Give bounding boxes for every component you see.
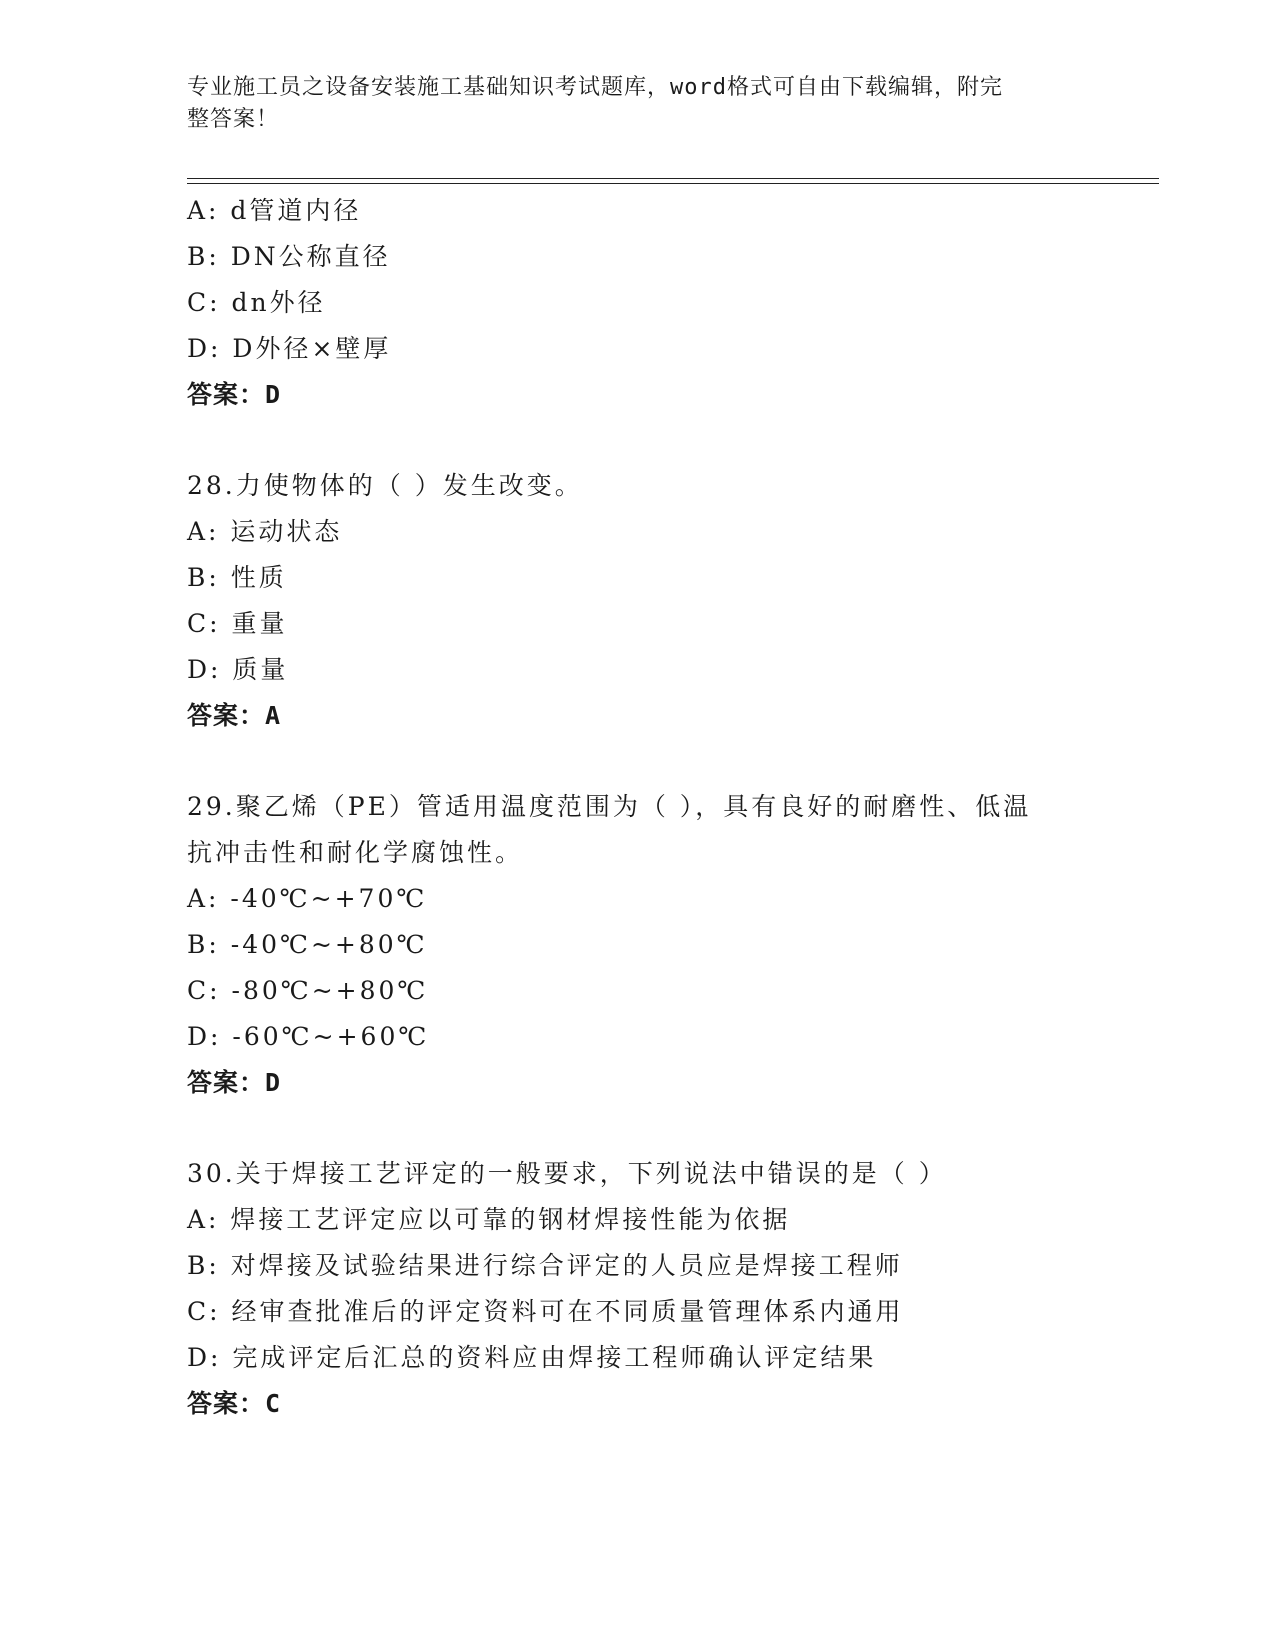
option-a: A: 运动状态 (187, 517, 343, 546)
option-b: B: -40℃~+80℃ (187, 930, 428, 959)
answer-line (187, 1060, 1137, 1106)
header-divider-bottom (187, 183, 1159, 184)
option-c: C: -80℃~+80℃ (187, 976, 429, 1005)
question-27 (187, 188, 1137, 418)
question-28 (187, 463, 1137, 739)
option-b: B: 对焊接及试验结果进行综合评定的人员应是焊接工程师 (187, 1251, 903, 1280)
option-a: A: 焊接工艺评定应以可靠的钢材焊接性能为依据 (187, 1205, 791, 1234)
option-b: B: 性质 (187, 563, 287, 592)
answer-label: 答案： (187, 1389, 266, 1418)
option-d: D: -60℃~+60℃ (187, 1022, 430, 1051)
question-stem: 28.力使物体的（ ）发生改变。 (187, 471, 583, 500)
option-d: D: 完成评定后汇总的资料应由焊接工程师确认评定结果 (187, 1343, 877, 1372)
answer-line (187, 693, 1137, 739)
question-30 (187, 1151, 1137, 1427)
header-line-1: 专业施工员之设备安装施工基础知识考试题库，word格式可自由下载编辑，附完 (187, 75, 1003, 100)
option-d: D: D外径×壁厚 (187, 334, 392, 363)
option-a: A: -40℃~+70℃ (187, 884, 428, 913)
question-stem-line-1: 29.聚乙烯（PE）管适用温度范围为（ ），具有良好的耐磨性、低温 (187, 792, 1032, 821)
option-b: B: DN公称直径 (187, 242, 391, 271)
answer-value: D (265, 380, 282, 409)
document-header (187, 72, 1087, 136)
answer-label: 答案： (187, 1068, 266, 1097)
answer-label: 答案： (187, 380, 266, 409)
answer-line (187, 1381, 1137, 1427)
option-d: D: 质量 (187, 655, 289, 684)
option-c: C: dn外径 (187, 288, 326, 317)
answer-label: 答案： (187, 701, 266, 730)
question-list (187, 188, 1137, 1427)
answer-value: A (265, 701, 282, 730)
option-c: C: 重量 (187, 609, 288, 638)
question-stem-line-2: 抗冲击性和耐化学腐蚀性。 (187, 838, 524, 867)
question-stem: 30.关于焊接工艺评定的一般要求，下列说法中错误的是（ ） (187, 1159, 947, 1188)
answer-line (187, 372, 1137, 418)
answer-value: C (265, 1389, 282, 1418)
question-29 (187, 784, 1137, 1106)
option-a: A: d管道内径 (187, 196, 362, 225)
header-line-2: 整答案！ (187, 107, 280, 132)
option-c: C: 经审查批准后的评定资料可在不同质量管理体系内通用 (187, 1297, 904, 1326)
header-divider-top (187, 178, 1159, 179)
answer-value: D (265, 1068, 282, 1097)
